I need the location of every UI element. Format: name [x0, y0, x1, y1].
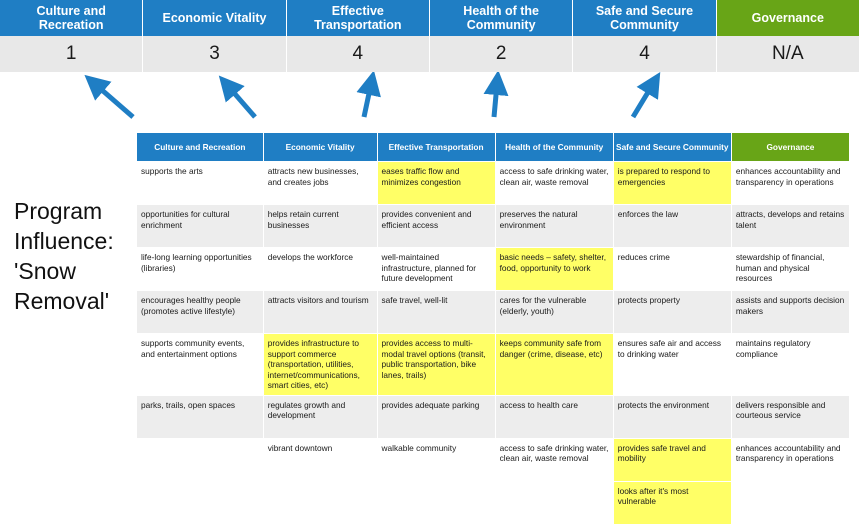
matrix-cell — [495, 481, 613, 524]
matrix-cell: attracts new businesses, and creates jobs — [263, 162, 377, 205]
matrix-header-economic-vitality: Economic Vitality — [263, 133, 377, 162]
scorecard-score-health-of-the-community: 2 — [430, 36, 573, 72]
scorecard-header-effective-transportation: Effective Transportation — [287, 0, 430, 36]
matrix-cell: looks after it's most vulnerable — [613, 481, 731, 524]
matrix-cell: maintains regulatory compliance — [731, 334, 849, 396]
matrix-cell: well-maintained infrastructure, planned for future development — [377, 248, 495, 291]
table-row — [137, 334, 850, 396]
table-row — [137, 395, 850, 438]
table-row — [137, 162, 850, 205]
matrix-cell: provides convenient and efficient access — [377, 205, 495, 248]
matrix-cell — [137, 438, 264, 481]
matrix-cell — [263, 481, 377, 524]
table-row — [137, 205, 850, 248]
scorecard-score-safe-and-secure-community: 4 — [573, 36, 716, 72]
matrix-cell: enforces the law — [613, 205, 731, 248]
matrix-cell: stewardship of financial, human and physical resources — [731, 248, 849, 291]
program-influence-caption: Program Influence: 'Snow Removal' — [14, 198, 114, 314]
matrix-cell: supports the arts — [137, 162, 264, 205]
matrix-cell: enhances accountability and transparency in operations — [731, 162, 849, 205]
matrix-cell: access to health care — [495, 395, 613, 438]
matrix-cell: eases traffic flow and minimizes congestion — [377, 162, 495, 205]
matrix-cell: preserves the natural environment — [495, 205, 613, 248]
matrix-cell: keeps community safe from danger (crime, disease, etc) — [495, 334, 613, 396]
matrix-cell: regulates growth and development — [263, 395, 377, 438]
matrix-header-culture-and-recreation: Culture and Recreation — [137, 133, 264, 162]
arrow-culture-and-recreation — [95, 84, 133, 117]
matrix-cell: assists and supports decision makers — [731, 291, 849, 334]
matrix-cell: walkable community — [377, 438, 495, 481]
scorecard-score-culture-and-recreation: 1 — [0, 36, 143, 72]
table-row — [137, 438, 850, 481]
matrix-cell: protects property — [613, 291, 731, 334]
matrix-cell: provides infrastructure to support commerce (transportation, utilities, internet/communications, smart cities, etc) — [263, 334, 377, 396]
matrix-cell: provides adequate parking — [377, 395, 495, 438]
scorecard-score-governance: N/A — [771, 43, 804, 64]
scorecard-header-culture-and-recreation: Culture and Recreation — [0, 0, 143, 36]
scorecard-header-economic-vitality: Economic Vitality — [143, 0, 286, 36]
matrix-cell: provides safe travel and mobility — [613, 438, 731, 481]
matrix-cell: attracts visitors and tourism — [263, 291, 377, 334]
matrix-cell: protects the environment — [613, 395, 731, 438]
matrix-cell: vibrant downtown — [263, 438, 377, 481]
matrix-cell: access to safe drinking water, clean air, waste removal — [495, 438, 613, 481]
program-influence-matrix — [136, 132, 850, 525]
table-row — [137, 481, 850, 524]
matrix-cell: access to safe drinking water, clean air, waste removal — [495, 162, 613, 205]
scorecard-score-row — [0, 36, 859, 72]
matrix-cell: life-long learning opportunities (libraries) — [137, 248, 264, 291]
matrix-cell: delivers responsible and courteous service — [731, 395, 849, 438]
matrix-header-safe-and-secure-community: Safe and Secure Community — [613, 133, 731, 162]
matrix-header-effective-transportation: Effective Transportation — [377, 133, 495, 162]
matrix-cell: reduces crime — [613, 248, 731, 291]
matrix-cell: attracts, develops and retains talent — [731, 205, 849, 248]
table-row — [137, 248, 850, 291]
matrix-cell: basic needs – safety, shelter, food, opportunity to work — [495, 248, 613, 291]
matrix-cell: helps retain current businesses — [263, 205, 377, 248]
matrix-cell: encourages healthy people (promotes active lifestyle) — [137, 291, 264, 334]
table-row — [137, 291, 850, 334]
arrow-health-of-the-community — [494, 84, 497, 117]
arrows-group — [0, 72, 859, 132]
matrix-cell: ensures safe air and access to drinking water — [613, 334, 731, 396]
matrix-cell: is prepared to respond to emergencies — [613, 162, 731, 205]
matrix-cell: develops the workforce — [263, 248, 377, 291]
matrix-cell: parks, trails, open spaces — [137, 395, 264, 438]
matrix-cell: safe travel, well-lit — [377, 291, 495, 334]
matrix-header-row — [137, 133, 850, 162]
arrow-effective-transportation — [364, 84, 371, 117]
matrix-cell: enhances accountability and transparency in operations — [731, 438, 849, 481]
matrix-header-governance: Governance — [731, 133, 849, 162]
matrix-cell — [137, 481, 264, 524]
scorecard-summary-band — [0, 0, 859, 72]
scorecard-score-effective-transportation: 4 — [287, 36, 430, 72]
matrix-cell — [731, 481, 849, 524]
scorecard-header-safe-and-secure-community: Safe and Secure Community — [573, 0, 716, 36]
matrix-cell: cares for the vulnerable (elderly, youth) — [495, 291, 613, 334]
matrix-header-health-of-the-community: Health of the Community — [495, 133, 613, 162]
scorecard-header-row — [0, 0, 859, 36]
scorecard-score-economic-vitality: 3 — [143, 36, 286, 72]
matrix-cell — [377, 481, 495, 524]
matrix-cell: supports community events, and entertainment options — [137, 334, 264, 396]
scorecard-header-health-of-the-community: Health of the Community — [430, 0, 573, 36]
arrow-safe-and-secure-community — [633, 84, 653, 117]
scorecard-header-governance: Governance — [717, 0, 859, 36]
matrix-cell: provides access to multi-modal travel options (transit, public transportation, bike lanes, trails) — [377, 334, 495, 396]
matrix-cell: opportunities for cultural enrichment — [137, 205, 264, 248]
arrow-economic-vitality — [228, 86, 255, 117]
